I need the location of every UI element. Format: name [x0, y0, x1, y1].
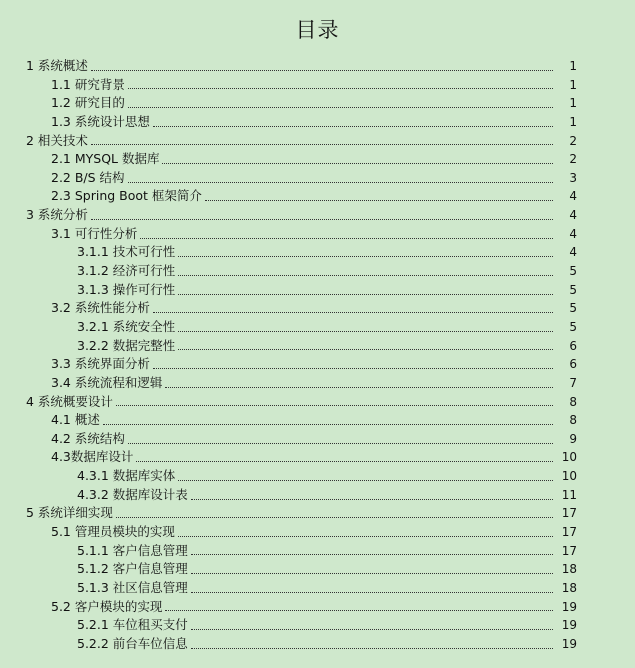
toc-page-number: 4: [569, 208, 577, 223]
toc-dot-leader: [103, 423, 553, 425]
toc-dot-leader: [191, 553, 553, 555]
toc-dot-leader: [178, 293, 553, 295]
toc-entry[interactable]: [0, 57, 635, 76]
toc-page-number: 4: [569, 245, 577, 260]
toc-entry[interactable]: [0, 598, 635, 617]
toc-page-number: 18: [561, 580, 577, 595]
toc-dot-leader: [205, 199, 553, 201]
toc-dot-leader: [165, 609, 553, 611]
toc-page-number: 5: [569, 282, 577, 297]
toc-page-number: 10: [561, 450, 577, 465]
toc-page-number: 2: [569, 133, 577, 148]
toc-dot-leader: [178, 479, 553, 481]
toc-entry[interactable]: [0, 206, 635, 225]
toc-dot-leader: [153, 311, 553, 313]
toc-page-number: 8: [569, 394, 577, 409]
toc-entry[interactable]: [0, 393, 635, 412]
toc-dot-leader: [128, 87, 553, 89]
toc-entry-label: 3.1.3 操作可行性: [77, 281, 176, 297]
toc-dot-leader: [128, 106, 553, 108]
toc-entry-label: 3.2.1 系统安全性: [77, 318, 176, 334]
toc-entry[interactable]: [0, 243, 635, 262]
toc-entry-label: 5.1.1 客户信息管理: [77, 542, 188, 558]
toc-dot-leader: [91, 69, 553, 71]
toc-dot-leader: [128, 442, 553, 444]
toc-entry[interactable]: [0, 560, 635, 579]
toc-page-number: 4: [569, 226, 577, 241]
toc-dot-leader: [91, 143, 553, 145]
toc-page-number: 17: [561, 525, 577, 540]
toc-page-number: 5: [569, 319, 577, 334]
toc-page-number: 5: [569, 301, 577, 316]
toc-entry-label: 5.2 客户模块的实现: [51, 598, 163, 614]
toc-entry-label: 3.1 可行性分析: [51, 225, 138, 241]
toc-dot-leader: [91, 218, 553, 220]
toc-entry[interactable]: [0, 132, 635, 151]
toc-entry[interactable]: [0, 542, 635, 561]
toc-entry-label: 2 相关技术: [26, 132, 88, 148]
toc-entry[interactable]: [0, 355, 635, 374]
toc-dot-leader: [191, 572, 553, 574]
toc-entry-label: 1.1 研究背景: [51, 76, 125, 92]
toc-dot-leader: [136, 460, 553, 462]
toc-page-number: 18: [561, 562, 577, 577]
toc-page-number: 8: [569, 413, 577, 428]
toc-page-number: 1: [569, 96, 577, 111]
toc-page-number: 19: [561, 618, 577, 633]
toc-title: 目录: [295, 18, 340, 42]
toc-entry-label: 1 系统概述: [26, 58, 88, 73]
toc-dot-leader: [162, 162, 553, 164]
toc-page-number: 6: [569, 357, 577, 372]
toc-entry-label: 4.1 概述: [51, 412, 100, 428]
toc-entry-label: 3.2.2 数据完整性: [77, 337, 176, 353]
toc-entry[interactable]: [0, 318, 635, 337]
toc-entry[interactable]: [0, 150, 635, 169]
toc-entry[interactable]: [0, 430, 635, 449]
toc-entry[interactable]: [0, 299, 635, 318]
toc-entry-label: 3.1.1 技术可行性: [77, 244, 176, 260]
toc-dot-leader: [153, 367, 553, 369]
toc-entry-label: 2.2 B/S 结构: [51, 169, 125, 185]
toc-entry-label: 3.3 系统界面分析: [51, 356, 150, 372]
toc-entry[interactable]: [0, 76, 635, 95]
toc-entry[interactable]: [0, 486, 635, 505]
toc-page-number: 17: [561, 543, 577, 558]
toc-entry-label: 4.3数据库设计: [51, 449, 134, 465]
toc-page-number: 7: [569, 375, 577, 390]
toc-entry-label: 4 系统概要设计: [26, 393, 113, 409]
toc-entry[interactable]: [0, 262, 635, 281]
toc-page-number: 19: [561, 599, 577, 614]
toc-entry[interactable]: [0, 579, 635, 598]
toc-dot-leader: [165, 386, 553, 388]
toc-entry[interactable]: [0, 169, 635, 188]
toc-dot-leader: [178, 535, 553, 537]
toc-entry[interactable]: [0, 113, 635, 132]
toc-entry-label: 4.2 系统结构: [51, 430, 125, 446]
toc-dot-leader: [191, 628, 553, 630]
toc-page-number: 10: [561, 469, 577, 484]
toc-entry-label: 1.3 系统设计思想: [51, 113, 150, 129]
table-of-contents: [0, 57, 635, 654]
toc-dot-leader: [178, 274, 553, 276]
toc-page-number: 2: [569, 152, 577, 167]
toc-entry-label: 4.3.2 数据库设计表: [77, 486, 188, 502]
toc-page-number: 1: [569, 59, 577, 73]
toc-entry[interactable]: [0, 225, 635, 244]
toc-entry-label: 2.3 Spring Boot 框架简介: [51, 188, 202, 204]
toc-page-number: 9: [569, 431, 577, 446]
toc-entry-label: 1.2 研究目的: [51, 95, 125, 111]
toc-dot-leader: [178, 348, 553, 350]
toc-page-number: 1: [569, 77, 577, 92]
toc-entry[interactable]: [0, 504, 635, 523]
toc-entry[interactable]: [0, 411, 635, 430]
toc-entry[interactable]: [0, 187, 635, 206]
toc-page-number: 6: [569, 338, 577, 353]
toc-entry-label: 3.2 系统性能分析: [51, 300, 150, 316]
toc-page-number: 11: [561, 487, 577, 502]
toc-entry-label: 5.1 管理员模块的实现: [51, 524, 175, 540]
toc-entry-label: 3.1.2 经济可行性: [77, 263, 176, 279]
toc-dot-leader: [128, 181, 553, 183]
toc-page-number: 3: [569, 170, 577, 185]
toc-entry[interactable]: [0, 281, 635, 300]
toc-dot-leader: [178, 330, 553, 332]
toc-dot-leader: [140, 237, 553, 239]
toc-entry-label: 5.2.2 前台车位信息: [77, 635, 188, 651]
toc-entry[interactable]: [0, 523, 635, 542]
toc-dot-leader: [191, 498, 553, 500]
toc-entry-label: 5.1.2 客户信息管理: [77, 561, 188, 577]
toc-page-number: 17: [561, 506, 577, 521]
toc-page-number: 4: [569, 189, 577, 204]
toc-entry[interactable]: [0, 616, 635, 635]
toc-entry-label: 5.2.1 车位租买支付: [77, 617, 188, 633]
toc-entry[interactable]: [0, 94, 635, 113]
toc-dot-leader: [116, 516, 553, 518]
toc-entry[interactable]: [0, 467, 635, 486]
toc-entry-label: 3 系统分析: [26, 207, 88, 223]
toc-entry-label: 4.3.1 数据库实体: [77, 468, 176, 484]
toc-dot-leader: [178, 255, 553, 257]
toc-entry[interactable]: [0, 337, 635, 356]
toc-page-number: 5: [569, 264, 577, 279]
toc-entry-label: 5 系统详细实现: [26, 505, 113, 521]
toc-dot-leader: [153, 125, 553, 127]
toc-entry-label: 3.4 系统流程和逻辑: [51, 374, 163, 390]
toc-entry-label: 5.1.3 社区信息管理: [77, 579, 188, 595]
toc-dot-leader: [191, 591, 553, 593]
toc-dot-leader: [116, 404, 553, 406]
toc-page-number: 19: [561, 636, 577, 651]
toc-entry[interactable]: [0, 448, 635, 467]
toc-entry-label: 2.1 MYSQL 数据库: [51, 151, 160, 167]
toc-entry[interactable]: [0, 374, 635, 393]
toc-dot-leader: [191, 647, 553, 649]
toc-entry[interactable]: [0, 635, 635, 654]
toc-page-number: 1: [569, 114, 577, 129]
